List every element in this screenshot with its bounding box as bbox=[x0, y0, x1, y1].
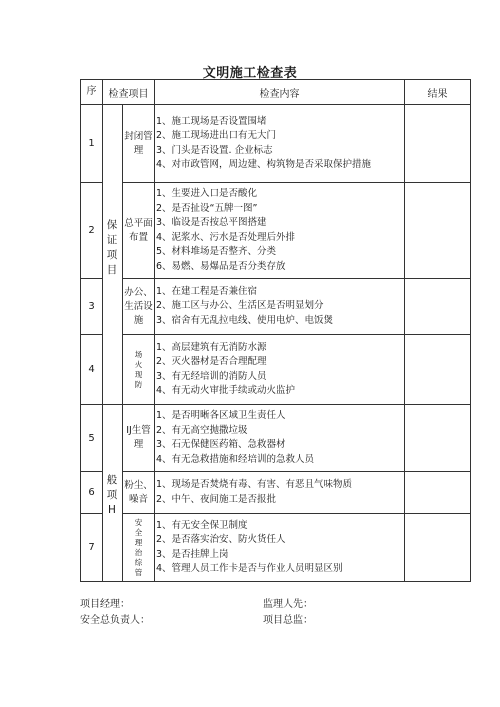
result-cell[interactable] bbox=[405, 279, 471, 335]
table-row bbox=[81, 105, 471, 183]
row-number: 6 bbox=[81, 472, 103, 514]
row-content: 1、生要进入口是否酸化 2、是否扯设“五牌一图” 3、临设是否按总平图搭建 4、泥浆水、污水是否处理后外排 5、材料堆场是否整齐、分类 6、易燃、易爆品是否分类存放 bbox=[155, 183, 405, 279]
row-item: 封闭管理 bbox=[123, 105, 155, 183]
footer-safety-lead: 安全总负责人： bbox=[80, 615, 150, 626]
row-item: 粉尘、噪音 bbox=[123, 472, 155, 514]
header-no: 序 bbox=[81, 80, 103, 105]
row-item: 办公、生活设施 bbox=[123, 279, 155, 335]
row-number: 7 bbox=[81, 514, 103, 582]
table-row bbox=[81, 514, 471, 582]
row-number: 5 bbox=[81, 405, 103, 472]
result-cell[interactable] bbox=[405, 335, 471, 405]
footer-director: 项目总监： bbox=[263, 615, 313, 626]
header-content: 检查内容 bbox=[155, 80, 405, 105]
footer-project-manager: 项目经理： bbox=[80, 599, 130, 610]
table-row bbox=[81, 335, 471, 405]
table-row bbox=[81, 405, 471, 472]
row-number: 4 bbox=[81, 335, 103, 405]
category-general: 般项H bbox=[106, 474, 118, 516]
category-cell-blank bbox=[103, 335, 123, 405]
row-content: 1、有无安全保卫制度 2、是否落实治安、防火货任人 3、是否挂牌上岗 4、管理人员工作卡是否与作业人员明显区别 bbox=[155, 514, 405, 582]
table-header bbox=[81, 80, 471, 105]
row-content: 1、是否明晰各区域卫生责任人 2、有无高空抛撒垃圾 3、石无保健医药箱、急救器材 4、有无急救措施和经培训的急救人员 bbox=[155, 405, 405, 472]
footer-supervisor: 监理人先： bbox=[263, 599, 313, 610]
row-item: 安全理治综管 bbox=[123, 514, 155, 582]
result-cell[interactable] bbox=[405, 514, 471, 582]
row-content: 1、在建工程是否兼住宿 2、施工区与办公、生活区是否明显划分 3、宿舍有无乱拉电线、使用电炉、电饭煲 bbox=[155, 279, 405, 335]
result-cell[interactable] bbox=[405, 183, 471, 279]
inspection-table bbox=[80, 79, 471, 582]
header-item: 检查项目 bbox=[103, 80, 155, 105]
row-number: 3 bbox=[81, 279, 103, 335]
row-content: 1、高层建筑有无消防水源 2、灭火器材是否合理配理 3、有无经培训的消防人员 4、有无动火审批手续或动火监护 bbox=[155, 335, 405, 405]
table-row bbox=[81, 279, 471, 335]
result-cell[interactable] bbox=[405, 472, 471, 514]
row-item: IJ生管理 bbox=[123, 405, 155, 472]
row-item: 场火现防 bbox=[123, 335, 155, 405]
header-result: 结果 bbox=[405, 80, 471, 105]
row-number: 2 bbox=[81, 183, 103, 279]
row-content: 1、现场是否焚烧有毒、有害、有恶且气味物质 2、中午、夜间施工是否报批 bbox=[155, 472, 405, 514]
category-guarantee: 保证项目 bbox=[106, 219, 118, 276]
result-cell[interactable] bbox=[405, 405, 471, 472]
row-content: 1、施工现场是否设置围堵 2、施工现场进出口有无大门 3、门头是否设置. 企业标志 4、对市政管网，周边建、构筑物是否采取保护措施 bbox=[155, 105, 405, 183]
row-number: 1 bbox=[81, 105, 103, 183]
row-item: 总平面布置 bbox=[123, 183, 155, 279]
table-row bbox=[81, 472, 471, 514]
result-cell[interactable] bbox=[405, 105, 471, 183]
form-title: 文明施工检查表 bbox=[202, 66, 298, 81]
table-row bbox=[81, 183, 471, 279]
